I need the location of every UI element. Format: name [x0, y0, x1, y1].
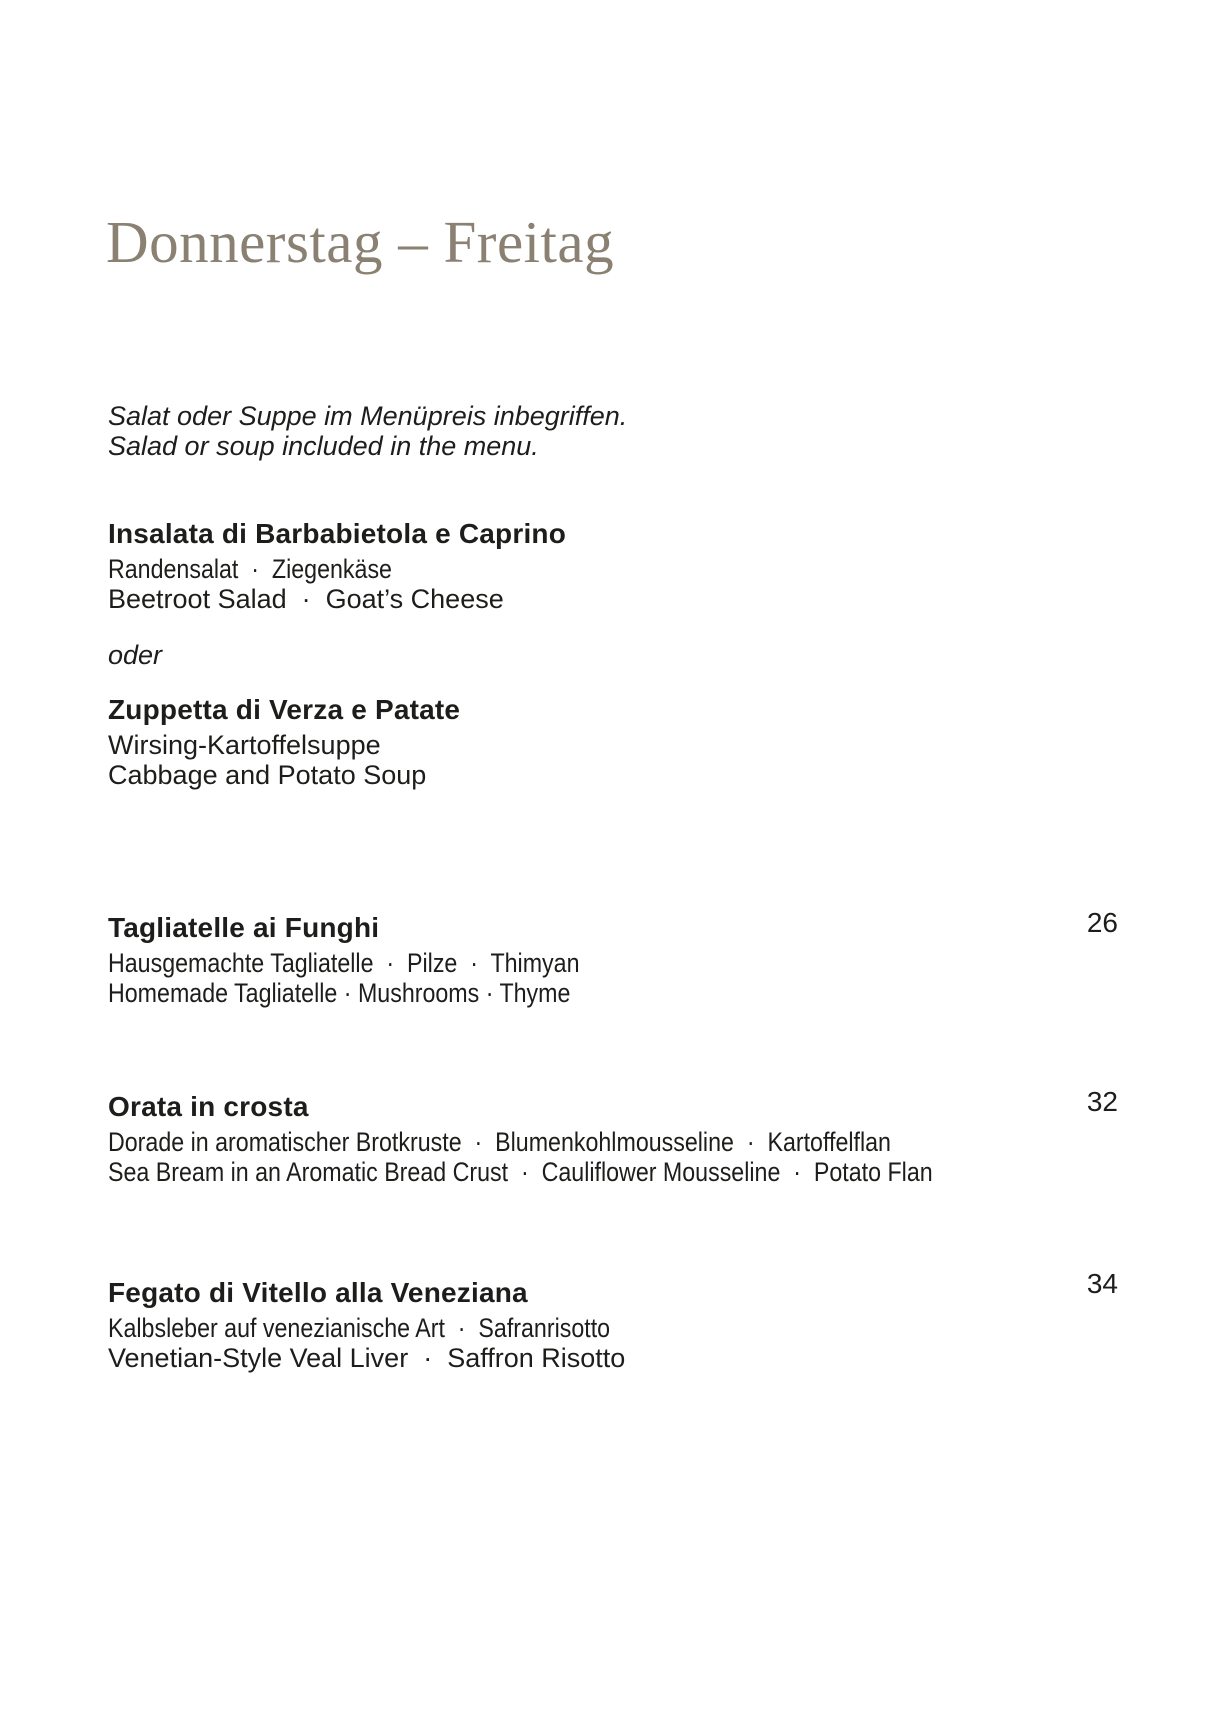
dish-zuppetta-di-verza: [108, 694, 1118, 790]
dish-name: Orata in crosta: [108, 1091, 309, 1122]
dish-desc-en: Homemade Tagliatelle · Mushrooms · Thyme: [108, 978, 571, 1008]
dish-name: Fegato di Vitello alla Veneziana: [108, 1277, 528, 1308]
dish-desc-en: Venetian-Style Veal Liver · Saffron Risotto: [108, 1343, 626, 1373]
page-title: Donnerstag – Freitag: [106, 209, 615, 275]
dish-fegato-di-vitello: [108, 1268, 1118, 1373]
dish-price: 34: [1086, 1268, 1118, 1299]
dish-desc-de: Randensalat · Ziegenkäse: [108, 554, 392, 584]
dish-name: Zuppetta di Verza e Patate: [108, 694, 461, 725]
dish-desc-de: Hausgemachte Tagliatelle · Pilze · Thimyan: [108, 948, 580, 978]
dish-desc-de: Wirsing-Kartoffelsuppe: [108, 730, 381, 760]
dish-insalata-di-barbabietola: [108, 518, 1118, 614]
menu-note: [108, 401, 627, 461]
dish-desc-en: Sea Bream in an Aromatic Bread Crust · Cauliflower Mousseline · Potato Flan: [108, 1157, 933, 1187]
dish-desc-de: Dorade in aromatischer Brotkruste · Blumenkohlmousseline · Kartoffelflan: [108, 1127, 891, 1157]
menu-note-en: Salad or soup included in the menu.: [108, 431, 539, 461]
dish-price: 32: [1086, 1086, 1118, 1117]
dish-desc-en: Cabbage and Potato Soup: [108, 760, 427, 790]
dish-orata-in-crosta: [108, 1086, 1118, 1187]
menu-note-de: Salat oder Suppe im Menüpreis inbegriffen.: [108, 401, 628, 431]
dish-name: Tagliatelle ai Funghi: [108, 912, 380, 943]
course-separator-oder: oder: [108, 640, 163, 670]
dish-name: Insalata di Barbabietola e Caprino: [108, 518, 567, 549]
dish-tagliatelle-ai-funghi: [108, 907, 1118, 1008]
dish-desc-de: Kalbsleber auf venezianische Art · Safranrisotto: [108, 1313, 611, 1343]
dish-price: 26: [1086, 907, 1118, 938]
dish-desc-en: Beetroot Salad · Goat’s Cheese: [108, 584, 504, 614]
